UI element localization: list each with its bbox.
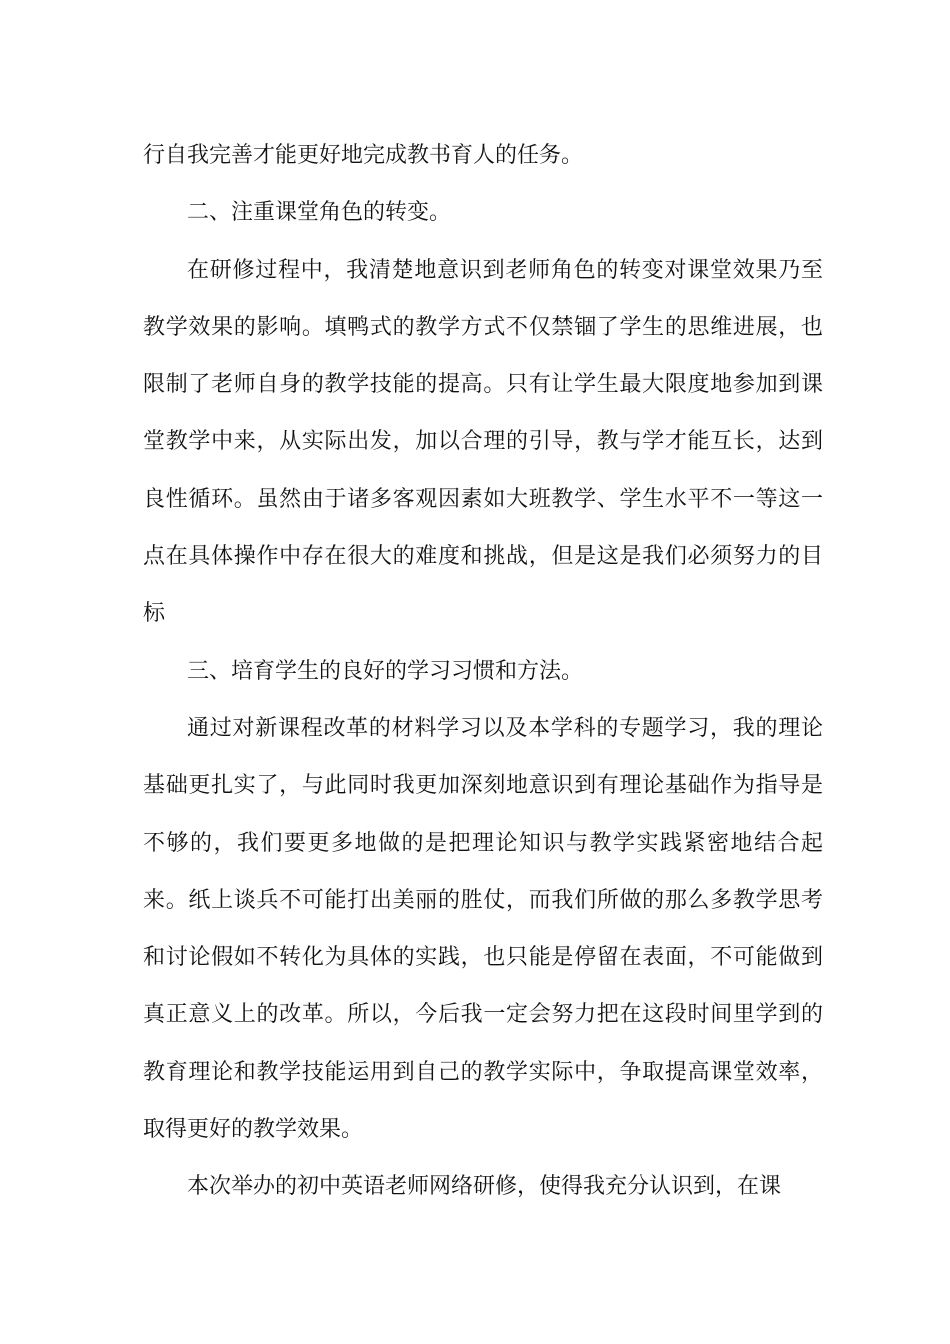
paragraph-continuation: 行自我完善才能更好地完成教书育人的任务。 (143, 143, 584, 168)
section-heading-3: 三、培育学生的良好的学习习惯和方法。 (187, 658, 584, 684)
paragraph-role-change: 在研修过程中，我清楚地意识到老师角色的转变对课堂效果乃至教学效果的影响。填鸭式的教学方式不仅禁锢了学生的思维进展，也限制了老师自身的教学技能的提高。只有让学生最大限度地参加到课堂教学中来，从实际出发，加以合理的引导，教与学才能互长，达到良性循环。虽然由于诸多客观因素如大班教学、学生水平不一等这一点在具体操作中存在很大的难度和挑战，但是这是我们必须努力的目标 (143, 257, 823, 627)
section-heading-2: 二、注重课堂角色的转变。 (187, 200, 452, 226)
paragraph-theory-practice: 通过对新课程改革的材料学习以及本学科的专题学习，我的理论基础更扎实了，与此同时我更加深刻地意识到有理论基础作为指导是不够的，我们要更多地做的是把理论知识与教学实践紧密地结合起来。纸上谈兵不可能打出美丽的胜仗，而我们所做的那么多教学思考和讨论假如不转化为具体的实践，也只能是停留在表面，不可能做到真正意义上的改革。所以，今后我一定会努力把在这段时间里学到的教育理论和教学技能运用到自己的教学实际中，争取提高课堂效率，取得更好的教学效果。 (143, 715, 823, 1143)
paragraph-training-summary: 本次举办的初中英语老师网络研修，使得我充分认识到，在课 (187, 1174, 782, 1200)
document-body (143, 127, 823, 1216)
